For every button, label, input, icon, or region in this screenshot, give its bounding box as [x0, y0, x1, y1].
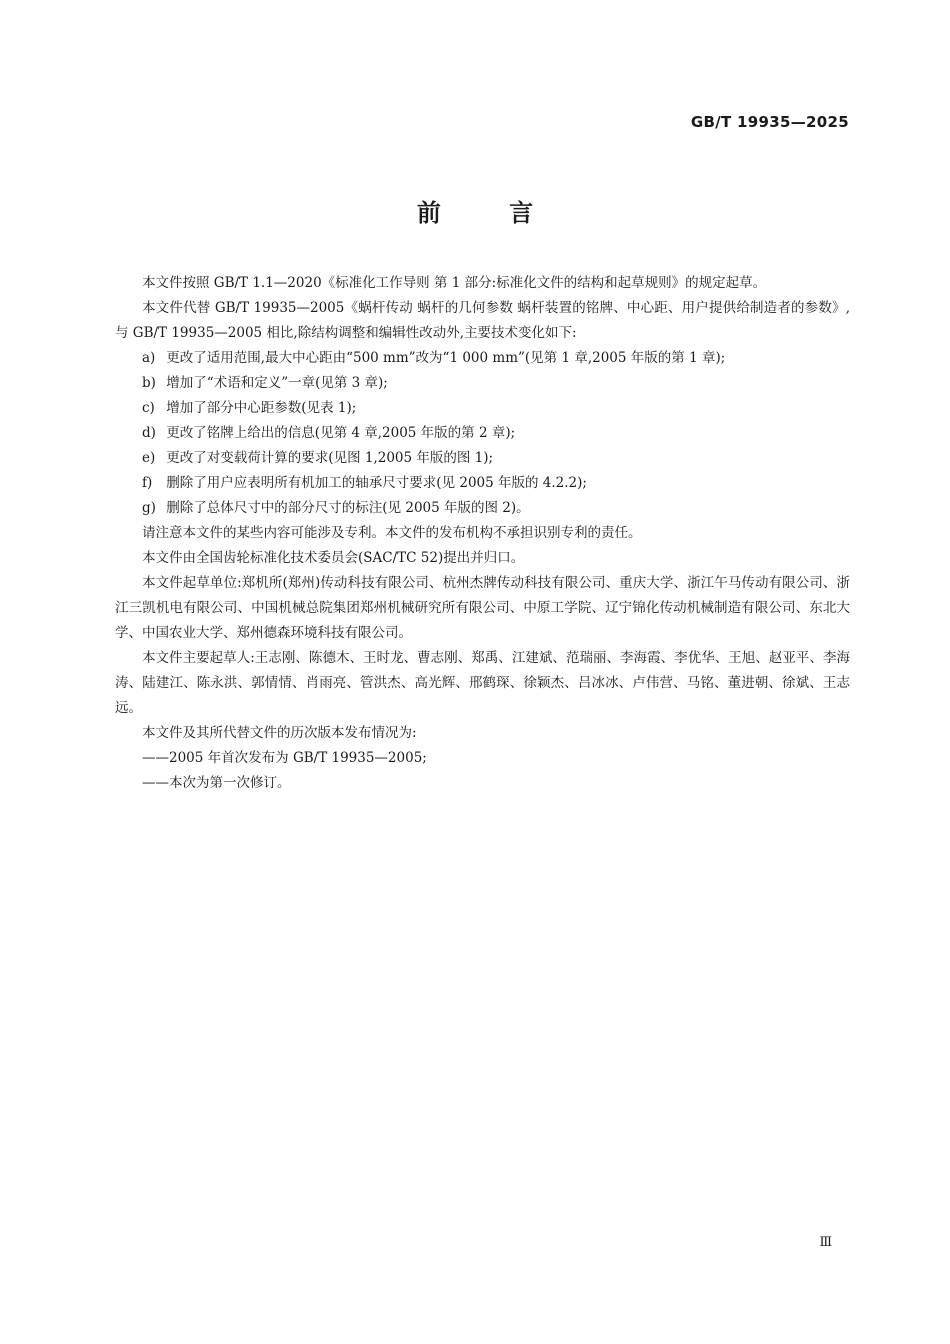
paragraph-drafting-rules: 本文件按照 GB/T 1.1—2020《标准化工作导则 第 1 部分:标准化文件的结构和起草规则》的规定起草。: [142, 275, 767, 291]
list-item: [115, 421, 850, 446]
history-item: ——本次为第一次修订。: [142, 775, 291, 791]
changes-list: [115, 346, 850, 521]
document-code: GB/T 19935—2025: [690, 113, 849, 131]
paragraph-patent-notice: 请注意本文件的某些内容可能涉及专利。本文件的发布机构不承担识别专利的责任。: [142, 525, 642, 541]
list-item-mark: b): [142, 375, 156, 391]
paragraph-history-intro: 本文件及其所代替文件的历次版本发布情况为:: [142, 725, 417, 741]
list-item: [115, 496, 850, 521]
list-item-text: 增加了“术语和定义”一章(见第 3 章);: [166, 375, 388, 391]
foreword-body: [115, 271, 850, 796]
list-item-text: 删除了总体尺寸中的部分尺寸的标注(见 2005 年版的图 2)。: [166, 500, 530, 516]
paragraph-drafting-units: 本文件起草单位:郑机所(郑州)传动科技有限公司、杭州杰牌传动科技有限公司、重庆大学、浙江午马传动有限公司、浙江三凯机电有限公司、中国机械总院集团郑州机械研究所有限公司、中原工学院、辽宁锦化传动机械制造有限公司、东北大学、中国农业大学、郑州德森环境科技有限公司。: [115, 575, 850, 641]
list-item-text: 更改了铭牌上给出的信息(见第 4 章,2005 年版的第 2 章);: [166, 425, 516, 441]
list-item: [115, 396, 850, 421]
list-item: [115, 346, 850, 371]
paragraph-replacement: 本文件代替 GB/T 19935—2005《蜗杆传动 蜗杆的几何参数 蜗杆装置的铭牌、中心距、用户提供给制造者的参数》,与 GB/T 19935—2005 相比,除结构调整和编辑性改动外,主要技术变化如下:: [115, 300, 850, 341]
list-item: [115, 371, 850, 396]
list-item-mark: a): [142, 350, 156, 366]
history-item: ——2005 年首次发布为 GB/T 19935—2005;: [142, 750, 427, 766]
list-item-text: 更改了对变载荷计算的要求(见图 1,2005 年版的图 1);: [166, 450, 494, 466]
list-item-text: 增加了部分中心距参数(见表 1);: [166, 400, 357, 416]
page-number: Ⅲ: [819, 1235, 832, 1250]
list-item: [115, 446, 850, 471]
list-item-text: 更改了适用范围,最大中心距由“500 mm”改为“1 000 mm”(见第 1 章,2005 年版的第 1 章);: [166, 350, 726, 366]
page-title: 前 言: [416, 199, 564, 227]
paragraph-drafters: 本文件主要起草人:王志刚、陈德木、王时龙、曹志刚、郑禹、江建斌、范瑞丽、李海霞、李优华、王旭、赵亚平、李海涛、陆建江、陈永洪、郭情情、肖雨亮、管洪杰、高光辉、邢鹤琛、徐颖杰、吕冰冰、卢伟营、马铭、董进朝、徐斌、王志远。: [115, 650, 850, 716]
list-item-text: 删除了用户应表明所有机加工的轴承尺寸要求(见 2005 年版的 4.2.2);: [166, 475, 587, 491]
list-item-mark: g): [142, 500, 156, 516]
list-item-mark: d): [142, 425, 156, 441]
list-item-mark: c): [142, 400, 155, 416]
list-item-mark: f): [142, 475, 153, 491]
list-item: [115, 471, 850, 496]
paragraph-proposer: 本文件由全国齿轮标准化技术委员会(SAC/TC 52)提出并归口。: [142, 550, 525, 566]
list-item-mark: e): [142, 450, 156, 466]
